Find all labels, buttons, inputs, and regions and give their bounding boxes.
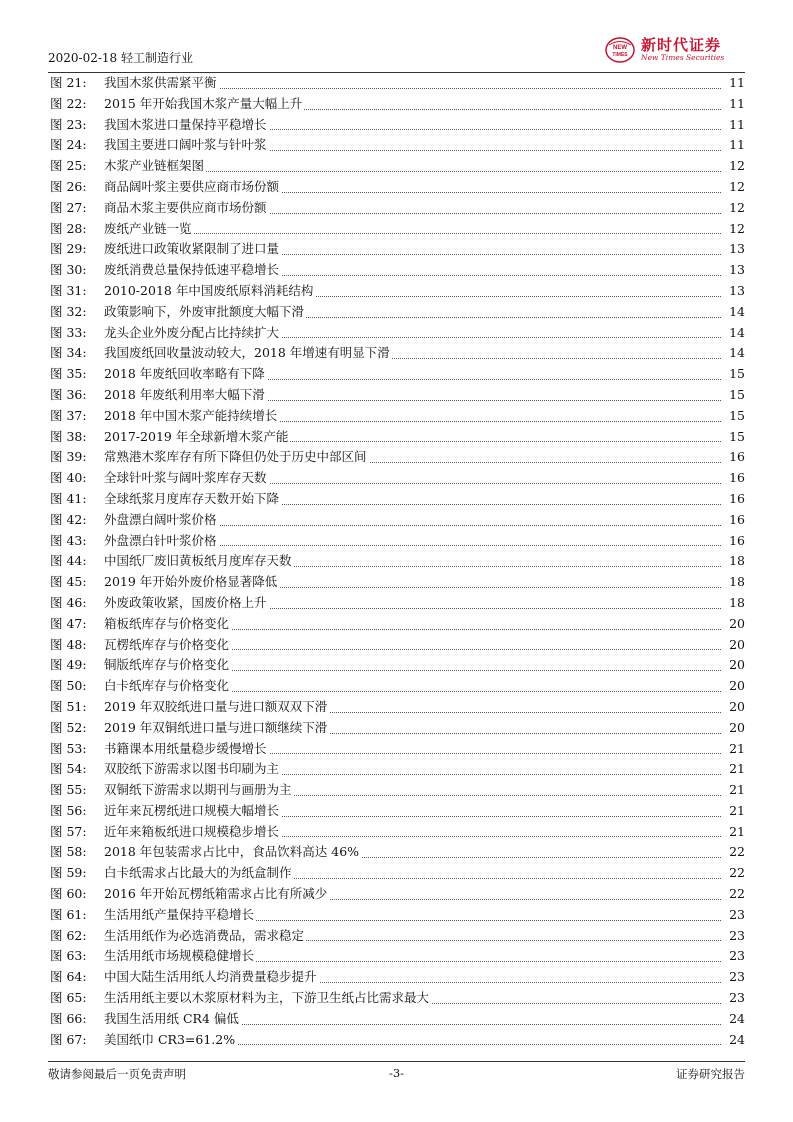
toc-page-number: 11 (721, 135, 745, 156)
toc-entry[interactable] (48, 219, 745, 240)
toc-page-number: 18 (721, 593, 745, 614)
toc-entry[interactable] (48, 468, 745, 489)
toc-page-number: 13 (721, 281, 745, 302)
page-number: -3- (388, 1066, 405, 1080)
toc-figure-title: 2017-2019 年全球新增木浆产能 (104, 427, 290, 448)
toc-page-number: 18 (721, 572, 745, 593)
page-header (48, 34, 745, 72)
toc-page-number: 21 (721, 822, 745, 843)
toc-figure-title: 2018 年废纸回收率略有下降 (104, 364, 267, 385)
footer-divider (48, 1061, 745, 1062)
toc-page-number: 12 (721, 177, 745, 198)
toc-figure-title: 我国主要进口阔叶浆与针叶浆 (104, 135, 269, 156)
toc-figure-title: 书籍课本用纸量稳步缓慢增长 (104, 739, 269, 760)
toc-entry[interactable] (48, 1009, 745, 1030)
toc-entry[interactable] (48, 239, 745, 260)
toc-entry[interactable] (48, 73, 745, 94)
toc-page-number: 12 (721, 219, 745, 240)
toc-page-number: 21 (721, 780, 745, 801)
toc-figure-title: 生活用纸主要以木浆原材料为主，下游卫生纸占比需求最大 (104, 988, 431, 1009)
toc-figure-title: 2015 年开始我国木浆产量大幅上升 (104, 94, 304, 115)
toc-page-number: 21 (721, 801, 745, 822)
toc-entry[interactable] (48, 156, 745, 177)
toc-entry[interactable] (48, 697, 745, 718)
toc-page-number: 23 (721, 905, 745, 926)
toc-page-number: 21 (721, 759, 745, 780)
toc-figure-number: 图 30: (50, 262, 87, 278)
figure-list (48, 73, 745, 1050)
toc-figure-number: 图 55: (50, 782, 87, 798)
report-type: 证券研究报告 (676, 1067, 745, 1081)
toc-figure-title: 全球针叶浆与阔叶浆库存天数 (104, 468, 269, 489)
toc-figure-title: 近年来箱板纸进口规模稳步增长 (104, 822, 281, 843)
toc-figure-title: 木浆产业链框架图 (104, 156, 206, 177)
logo-chinese-name: 新时代证券 (641, 36, 722, 54)
toc-figure-title: 铜版纸库存与价格变化 (104, 655, 231, 676)
toc-figure-title: 2019 年双胶纸进口量与进口额双双下滑 (104, 697, 329, 718)
toc-figure-title: 全球纸浆月度库存天数开始下降 (104, 489, 281, 510)
toc-entry[interactable] (48, 822, 745, 843)
toc-figure-number: 图 51: (50, 698, 87, 714)
toc-figure-number: 图 33: (50, 324, 87, 340)
toc-figure-number: 图 29: (50, 241, 87, 257)
toc-figure-title: 废纸消费总量保持低速平稳增长 (104, 260, 281, 281)
toc-entry[interactable] (48, 759, 745, 780)
toc-entry[interactable] (48, 177, 745, 198)
toc-figure-title: 近年来瓦楞纸进口规模大幅增长 (104, 801, 281, 822)
toc-figure-number: 图 22: (50, 95, 87, 111)
toc-leader-dots (106, 233, 721, 234)
toc-entry[interactable] (48, 842, 745, 863)
toc-page-number: 16 (721, 531, 745, 552)
toc-figure-number: 图 53: (50, 740, 87, 756)
toc-page-number: 23 (721, 926, 745, 947)
toc-figure-title: 白卡纸需求占比最大的为纸盒制作 (104, 863, 294, 884)
toc-entry[interactable] (48, 510, 745, 531)
toc-figure-title: 双胶纸下游需求以图书印刷为主 (104, 759, 281, 780)
toc-entry[interactable] (48, 385, 745, 406)
toc-figure-number: 图 24: (50, 137, 87, 153)
toc-figure-number: 图 61: (50, 906, 87, 922)
toc-entry[interactable] (48, 780, 745, 801)
toc-figure-title: 商品木浆主要供应商市场份额 (104, 198, 269, 219)
toc-entry[interactable] (48, 863, 745, 884)
toc-figure-title: 2010-2018 年中国废纸原料消耗结构 (104, 281, 315, 302)
toc-page-number: 16 (721, 447, 745, 468)
toc-entry[interactable] (48, 572, 745, 593)
toc-figure-title: 我国生活用纸 CR4 偏低 (104, 1009, 241, 1030)
toc-page-number: 11 (721, 94, 745, 115)
toc-entry[interactable] (48, 884, 745, 905)
toc-page-number: 15 (721, 364, 745, 385)
toc-page-number: 16 (721, 489, 745, 510)
toc-figure-number: 图 66: (50, 1010, 87, 1026)
toc-figure-title: 瓦楞纸库存与价格变化 (104, 635, 231, 656)
toc-figure-title: 废纸产业链一览 (104, 219, 194, 240)
toc-figure-title: 2019 年开始外废价格显著降低 (104, 572, 279, 593)
toc-page-number: 21 (721, 739, 745, 760)
toc-figure-number: 图 23: (50, 116, 87, 132)
toc-figure-number: 图 67: (50, 1031, 87, 1047)
toc-page-number: 12 (721, 198, 745, 219)
report-date-sector: 2020-02-18 轻工制造行业 (48, 51, 194, 65)
toc-figure-number: 图 28: (50, 220, 87, 236)
toc-page-number: 14 (721, 323, 745, 344)
toc-page-number: 14 (721, 343, 745, 364)
toc-page-number: 20 (721, 718, 745, 739)
toc-figure-title: 政策影响下，外废审批额度大幅下滑 (104, 302, 306, 323)
toc-entry[interactable] (48, 447, 745, 468)
toc-entry[interactable] (48, 323, 745, 344)
toc-figure-title: 龙头企业外废分配占比持续扩大 (104, 323, 281, 344)
toc-figure-number: 图 49: (50, 657, 87, 673)
toc-entry[interactable] (48, 967, 745, 988)
toc-figure-number: 图 37: (50, 407, 87, 423)
toc-page-number: 24 (721, 1009, 745, 1030)
toc-figure-number: 图 43: (50, 532, 87, 548)
toc-figure-title: 双铜纸下游需求以期刊与画册为主 (104, 780, 294, 801)
toc-page-number: 22 (721, 842, 745, 863)
toc-page-number: 13 (721, 239, 745, 260)
toc-entry[interactable] (48, 343, 745, 364)
page-footer (48, 1066, 745, 1082)
toc-figure-number: 图 60: (50, 886, 87, 902)
logo-badge-icon (605, 36, 635, 64)
toc-entry[interactable] (48, 676, 745, 697)
toc-figure-number: 图 41: (50, 490, 87, 506)
toc-figure-number: 图 44: (50, 553, 87, 569)
toc-entry[interactable] (48, 635, 745, 656)
toc-figure-number: 图 63: (50, 948, 87, 964)
toc-figure-title: 箱板纸库存与价格变化 (104, 614, 231, 635)
toc-figure-title: 2018 年中国木浆产能持续增长 (104, 406, 279, 427)
toc-figure-number: 图 57: (50, 823, 87, 839)
toc-page-number: 23 (721, 988, 745, 1009)
toc-entry[interactable] (48, 531, 745, 552)
toc-page-number: 15 (721, 406, 745, 427)
toc-figure-number: 图 40: (50, 470, 87, 486)
toc-figure-number: 图 52: (50, 719, 87, 735)
toc-figure-title: 2018 年包装需求占比中，食品饮料高达 46% (104, 842, 361, 863)
toc-entry[interactable] (48, 926, 745, 947)
svg-text:TIMES: TIMES (612, 52, 628, 58)
toc-figure-number: 图 64: (50, 969, 87, 985)
toc-page-number: 20 (721, 655, 745, 676)
toc-page-number: 24 (721, 1030, 745, 1051)
toc-entry[interactable] (48, 946, 745, 967)
toc-figure-number: 图 35: (50, 366, 87, 382)
toc-figure-number: 图 38: (50, 428, 87, 444)
toc-figure-number: 图 62: (50, 927, 87, 943)
toc-figure-title: 商品阔叶浆主要供应商市场份额 (104, 177, 281, 198)
disclaimer-note: 敬请参阅最后一页免责声明 (48, 1067, 186, 1081)
toc-page-number: 23 (721, 967, 745, 988)
toc-entry[interactable] (48, 406, 745, 427)
toc-page-number: 11 (721, 73, 745, 94)
toc-figure-number: 图 27: (50, 199, 87, 215)
toc-figure-number: 图 54: (50, 761, 87, 777)
toc-figure-number: 图 34: (50, 345, 87, 361)
toc-figure-title: 外盘漂白阔叶浆价格 (104, 510, 219, 531)
logo-english-name: New Times Securities (641, 53, 725, 62)
toc-figure-number: 图 48: (50, 636, 87, 652)
toc-page-number: 15 (721, 427, 745, 448)
toc-page-number: 22 (721, 863, 745, 884)
toc-entry[interactable] (48, 718, 745, 739)
toc-page-number: 20 (721, 676, 745, 697)
toc-entry[interactable] (48, 655, 745, 676)
toc-entry[interactable] (48, 94, 745, 115)
toc-page-number: 14 (721, 302, 745, 323)
toc-figure-title: 生活用纸作为必选消费品，需求稳定 (104, 926, 306, 947)
toc-page-number: 16 (721, 468, 745, 489)
toc-page-number: 23 (721, 946, 745, 967)
toc-entry[interactable] (48, 198, 745, 219)
toc-entry[interactable] (48, 489, 745, 510)
toc-page-number: 22 (721, 884, 745, 905)
toc-figure-number: 图 25: (50, 158, 87, 174)
toc-figure-number: 图 56: (50, 802, 87, 818)
toc-page-number: 12 (721, 156, 745, 177)
toc-figure-number: 图 45: (50, 574, 87, 590)
toc-page-number: 20 (721, 697, 745, 718)
toc-page-number: 16 (721, 510, 745, 531)
toc-figure-number: 图 21: (50, 75, 87, 90)
toc-entry[interactable] (48, 135, 745, 156)
toc-entry[interactable] (48, 302, 745, 323)
toc-figure-number: 图 31: (50, 282, 87, 298)
toc-entry[interactable] (48, 364, 745, 385)
toc-figure-title: 白卡纸库存与价格变化 (104, 676, 231, 697)
toc-page-number: 18 (721, 551, 745, 572)
toc-page-number: 20 (721, 614, 745, 635)
toc-entry[interactable] (48, 1030, 745, 1051)
toc-figure-number: 图 39: (50, 449, 87, 465)
toc-figure-title: 2016 年开始瓦楞纸箱需求占比有所减少 (104, 884, 329, 905)
toc-figure-number: 图 46: (50, 594, 87, 610)
toc-figure-title: 2018 年废纸利用率大幅下滑 (104, 385, 267, 406)
svg-text:NEW: NEW (613, 45, 627, 51)
toc-figure-number: 图 42: (50, 511, 87, 527)
toc-figure-number: 图 47: (50, 615, 87, 631)
toc-figure-title: 2019 年双铜纸进口量与进口额继续下滑 (104, 718, 329, 739)
toc-figure-number: 图 65: (50, 990, 87, 1006)
toc-figure-title: 我国木浆进口量保持平稳增长 (104, 115, 269, 136)
toc-entry[interactable] (48, 281, 745, 302)
toc-figure-title: 生活用纸产量保持平稳增长 (104, 905, 256, 926)
toc-page-number: 20 (721, 635, 745, 656)
toc-entry[interactable] (48, 551, 745, 572)
toc-entry[interactable] (48, 115, 745, 136)
toc-figure-number: 图 26: (50, 178, 87, 194)
toc-figure-title: 常熟港木浆库存有所下降但仍处于历史中部区间 (104, 447, 369, 468)
toc-page-number: 15 (721, 385, 745, 406)
toc-page-number: 11 (721, 115, 745, 136)
toc-figure-title: 我国废纸回收量波动较大，2018 年增速有明显下滑 (104, 343, 392, 364)
toc-entry[interactable] (48, 739, 745, 760)
toc-figure-title: 废纸进口政策收紧限制了进口量 (104, 239, 281, 260)
toc-entry[interactable] (48, 593, 745, 614)
toc-figure-number: 图 58: (50, 844, 87, 860)
toc-figure-title: 美国纸巾 CR3=61.2% (104, 1030, 237, 1051)
toc-entry[interactable] (48, 260, 745, 281)
toc-figure-title: 我国木浆供需紧平衡 (104, 73, 219, 94)
toc-figure-number: 图 36: (50, 386, 87, 402)
toc-figure-title: 生活用纸市场规模稳健增长 (104, 946, 256, 967)
toc-figure-number: 图 50: (50, 678, 87, 694)
company-logo (605, 34, 745, 66)
toc-entry[interactable] (48, 988, 745, 1009)
toc-entry[interactable] (48, 427, 745, 448)
toc-figure-title: 中国纸厂废旧黄板纸月度库存天数 (104, 551, 294, 572)
toc-figure-title: 中国大陆生活用纸人均消费量稳步提升 (104, 967, 319, 988)
toc-figure-number: 图 59: (50, 865, 87, 881)
toc-entry[interactable] (48, 614, 745, 635)
toc-entry[interactable] (48, 801, 745, 822)
toc-page-number: 13 (721, 260, 745, 281)
toc-entry[interactable] (48, 905, 745, 926)
toc-figure-title: 外废政策收紧，国废价格上升 (104, 593, 269, 614)
toc-figure-title: 外盘漂白针叶浆价格 (104, 531, 219, 552)
toc-figure-number: 图 32: (50, 303, 87, 319)
